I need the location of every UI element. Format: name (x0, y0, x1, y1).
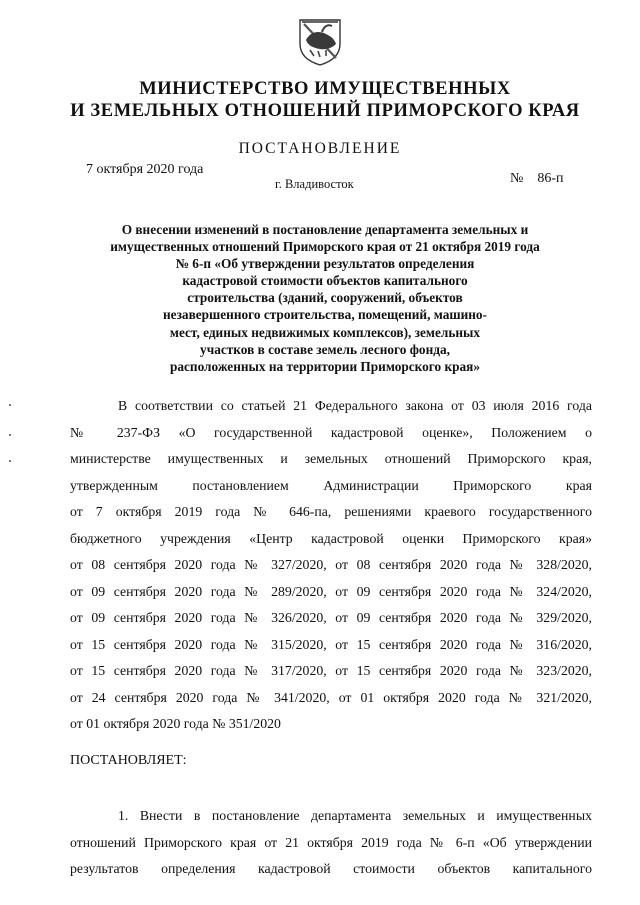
title-line: О внесении изменений в постановление департамента земельных и (121, 222, 529, 237)
title-line: участков в составе земель лесного фонда, (200, 341, 450, 357)
preamble-line: от 09 сентября 2020 года № 289/2020, от 09 сентября 2020 года № 324/2020, (70, 583, 592, 599)
preamble-line: от 09 сентября 2020 года № 326/2020, от 09 сентября 2020 года № 329/2020, (70, 610, 592, 625)
document-type: ПОСТАНОВЛЕНИЕ (238, 140, 402, 157)
decree-heading: ПОСТАНОВЛЯЕТ: (70, 753, 187, 768)
preamble-line: В соответствии со статьей 21 Федерального закона от 03 июля 2016 года (118, 398, 592, 413)
preamble-line: от 24 сентября 2020 года № 341/2020, от 01 октября 2020 года № 321/2020, (70, 689, 592, 705)
title-line: строительства (зданий, сооружений, объектов (187, 290, 463, 306)
document-date: 7 октября 2020 года (86, 162, 204, 177)
document-city: г. Владивосток (275, 177, 354, 191)
preamble-line: министерстве имущественных и земельных отношений Приморского края, (70, 451, 592, 466)
preamble-line: от 01 октября 2020 года № 351/2020 (70, 716, 281, 731)
title-line: расположенных на территории Приморского края» (169, 358, 481, 374)
number-value: 86-п (537, 171, 564, 186)
preamble-line: бюджетного учреждения «Центр кадастровой оценки Приморского края» (70, 530, 592, 546)
number-sign: № (510, 171, 524, 186)
item-1-line: результатов определения кадастровой стоимости объектов капитального (70, 861, 592, 876)
preamble-paragraph (70, 393, 592, 738)
item-1-paragraph (70, 803, 592, 883)
item-1-line: отношений Приморского края от 21 октября 2019 года № 6-п «Об утверждении (70, 834, 592, 850)
coat-of-arms-icon (296, 14, 344, 66)
ministry-name (40, 78, 610, 122)
preamble-line: от 15 сентября 2020 года № 315/2020, от 15 сентября 2020 года № 316/2020, (70, 636, 592, 652)
preamble-line: от 15 сентября 2020 года № 317/2020, от 15 сентября 2020 года № 323/2020, (70, 663, 592, 678)
ministry-name-line: МИНИСТЕРСТВО ИМУЩЕСТВЕННЫХ (139, 79, 511, 99)
margin-marks (9, 404, 15, 464)
preamble-line: утвержденным постановлением Администрации Приморского края (70, 477, 592, 493)
document-number (510, 171, 564, 187)
title-line: имущественных отношений Приморского края от 21 октября 2019 года (110, 239, 540, 255)
item-1-line: 1. Внести в постановление департамента земельных и имущественных (118, 808, 592, 823)
preamble-line: № 237-ФЗ «О государственной кадастровой оценке», Положением о (70, 424, 592, 440)
title-line: № 6-п «Об утверждении результатов определения (175, 256, 475, 272)
title-line: кадастровой стоимости объектов капитального (182, 273, 468, 289)
ministry-name-line: И ЗЕМЕЛЬНЫХ ОТНОШЕНИЙ ПРИМОРСКОГО КРАЯ (70, 101, 580, 121)
document-title (90, 221, 560, 375)
preamble-line: от 08 сентября 2020 года № 327/2020, от 08 сентября 2020 года № 328/2020, (70, 557, 592, 572)
preamble-line: от 7 октября 2019 года № 646-па, решениями краевого государственного (70, 504, 592, 519)
title-line: мест, единых недвижимых комплексов), земельных (169, 324, 481, 340)
title-line: незавершенного строительства, помещений, машино- (163, 307, 487, 323)
